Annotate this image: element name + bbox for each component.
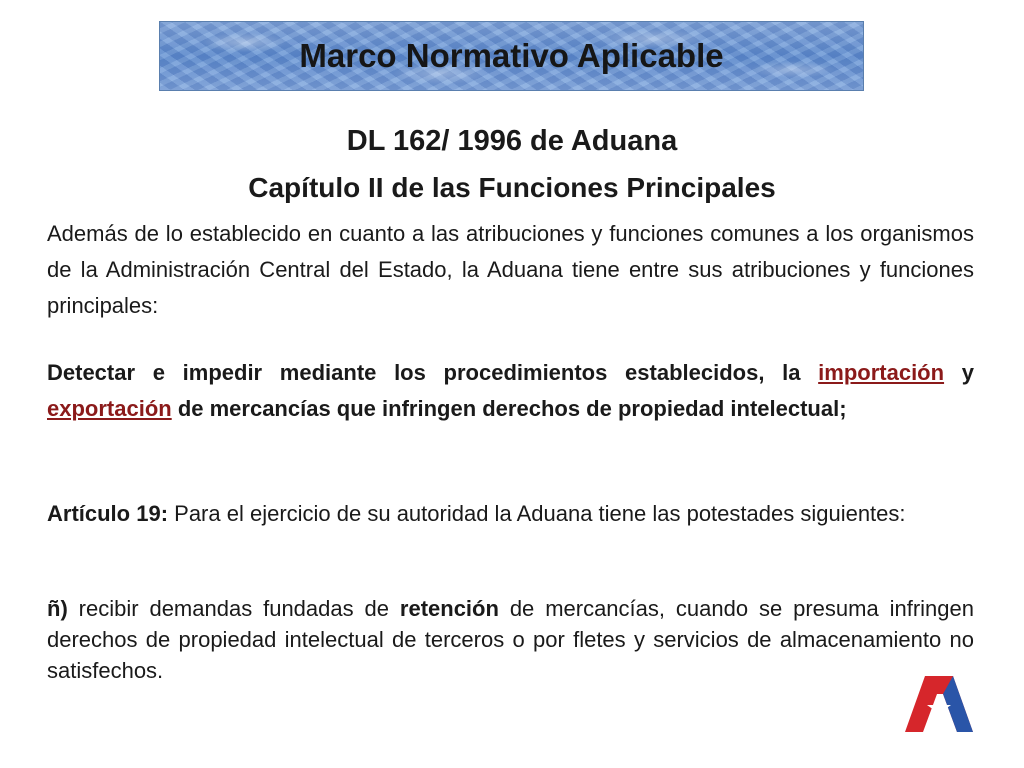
law-heading: DL 162/ 1996 de Aduana — [346, 125, 678, 157]
article-text: Para el ejercicio de su autoridad la Aduana tiene las potestades siguientes: — [168, 501, 906, 526]
item-text-2: de mercancías, cuando se presuma infringen derechos de propiedad intelectual de terceros o por fletes y servicios de almacenamiento no satisfechos. — [47, 596, 974, 683]
article-label: Artículo 19: — [47, 501, 169, 526]
function-text-3: de mercancías que infringen derechos de propiedad intelectual; — [171, 396, 847, 421]
page-title: Marco Normativo Aplicable — [299, 37, 724, 74]
item-text-1: recibir demandas fundadas de — [67, 596, 400, 621]
item-label: ñ) — [47, 596, 68, 621]
intro-paragraph: Además de lo establecido en cuanto a las atribuciones y funciones comunes a los organismos de la Administración Central del Estado, la Aduana tiene entre sus atribuciones y funciones principales: — [47, 221, 974, 318]
article-paragraph — [47, 499, 974, 528]
function-text-2: y — [944, 360, 974, 385]
exportacion-link[interactable]: exportación — [47, 396, 172, 421]
chapter-heading: Capítulo II de las Funciones Principales — [248, 172, 776, 203]
function-paragraph — [47, 355, 974, 427]
item-bold-word: retención — [399, 596, 499, 621]
aduana-logo-icon — [903, 672, 975, 734]
importacion-link[interactable]: importación — [818, 360, 945, 385]
item-paragraph — [47, 593, 974, 686]
title-banner — [159, 21, 864, 91]
function-text-1: Detectar e impedir mediante los procedimientos establecidos, la — [47, 360, 819, 385]
